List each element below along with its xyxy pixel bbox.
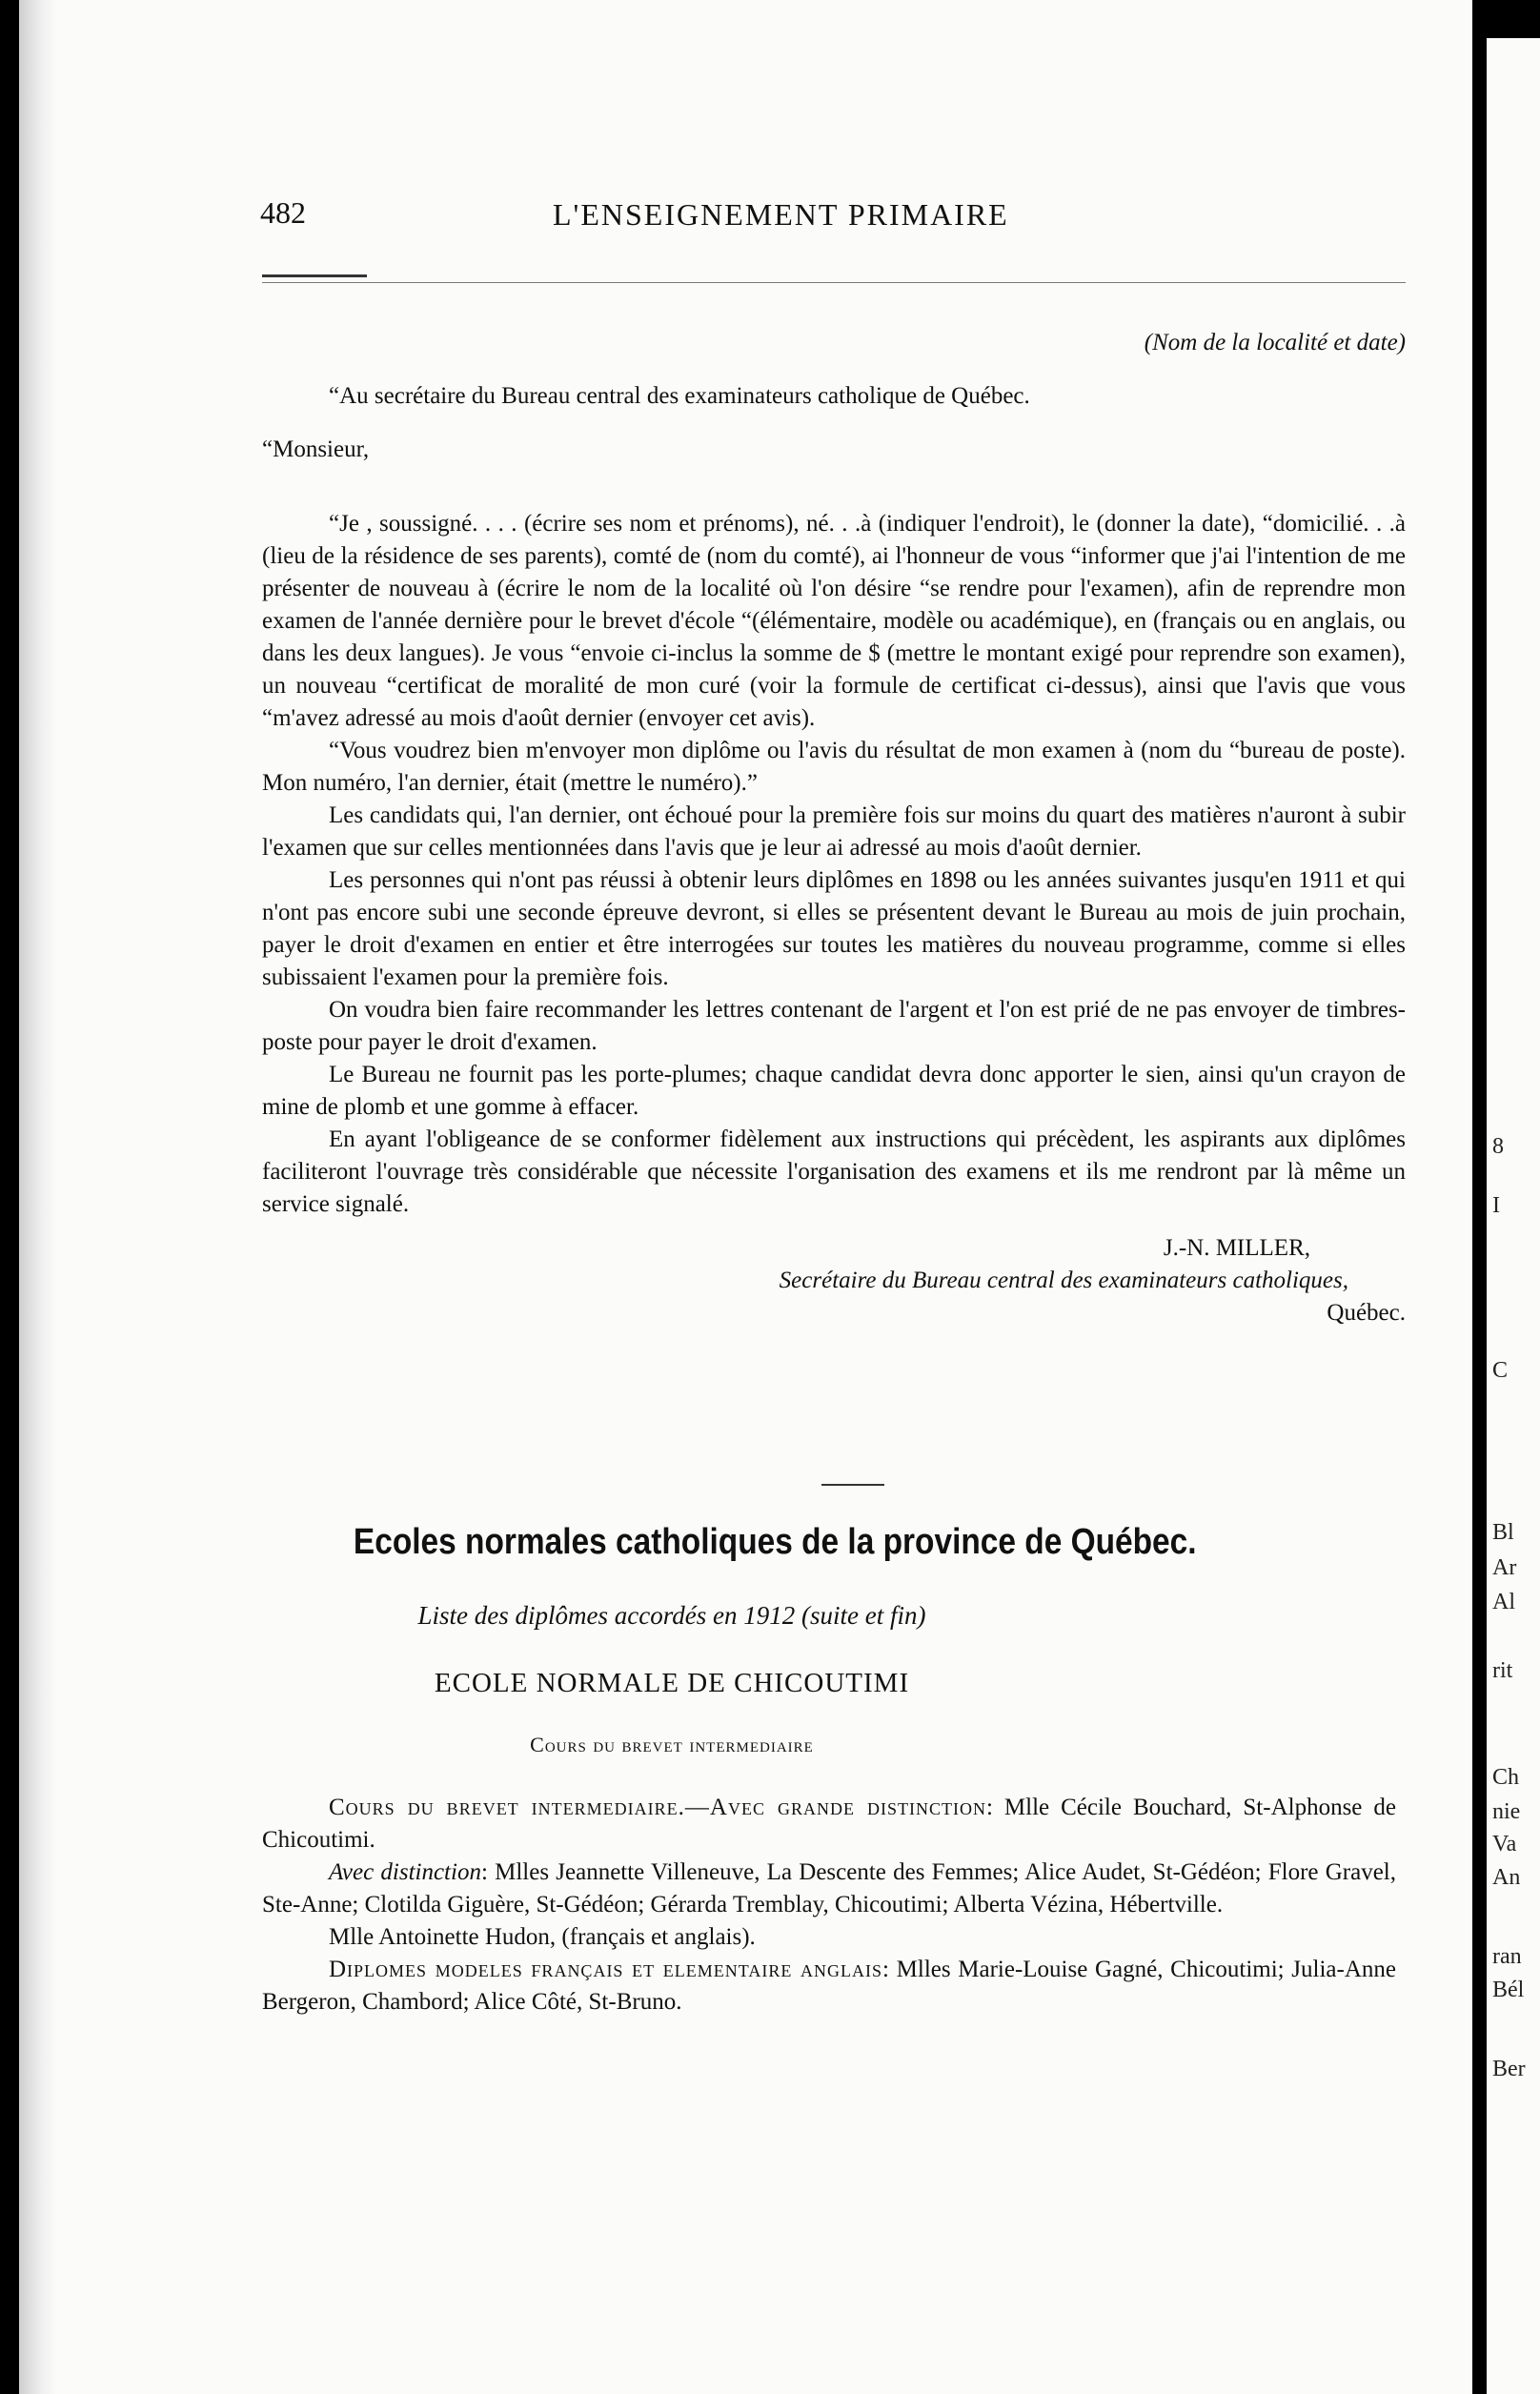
diploma-list [262, 1792, 1396, 2019]
adjacent-fragment: ran [1492, 1944, 1522, 1969]
adjacent-fragment: Va [1492, 1832, 1517, 1856]
list-entry-3: Mlle Antoinette Hudon, (français et anglais). [329, 1924, 756, 1950]
signature-name: J.-N. MILLER, [1163, 1235, 1310, 1261]
letter-recipient: “Au secrétaire du Bureau central des examinateurs catholique de Québec. [329, 383, 1030, 409]
entry-label: Diplomes modeles français et elementaire anglais [329, 1957, 883, 1982]
notice-paragraph-1: Les candidats qui, l'an dernier, ont échoué pour la première fois sur moins du quart des matières n'auront à subir l'examen que sur celles mentionnées dans l'avis que je leur ai adressé au mois d'août dernier. [262, 802, 1406, 861]
letter-salutation: “Monsieur, [262, 436, 370, 462]
adjacent-fragment: Bl [1492, 1520, 1514, 1545]
adjacent-fragment: rit [1492, 1658, 1513, 1683]
letter-paragraph-1: “Je , soussigné. . . . (écrire ses nom et prénoms), né. . .à (indiquer l'endroit), le (donner la date), “domicilié. . .à (lieu de la résidence de ses parents), comté de (nom du comté), ai l'honneur de vous “informer que j'ai l'intention de me présenter de nouveau à (écrire le nom de la localité où l'on désire “se rendre pour l'examen), afin de reprendre mon examen de l'année dernière pour le brevet d'école “(élémentaire, modèle ou académique), en (français ou en anglais, ou dans les deux langues). Je vous “envoie ci-inclus la somme de $ (mettre le montant exigé pour reprendre son examen), un nouveau “certificat de moralité de mon curé (voir la formule de certificat ci-dessus), ainsi que l'avis que vous “m'avez adressé au mois d'août dernier (envoyer cet avis). [262, 511, 1406, 731]
entry-text: : Mlle Cécile Bouchard, St-Alphonse de Chicoutimi. [262, 1795, 1397, 1853]
page-header [19, 195, 1472, 243]
adjacent-fragment: nie [1492, 1799, 1521, 1824]
header-rule-thin [262, 282, 1406, 283]
adjacent-fragment: C [1492, 1358, 1509, 1383]
section-divider [821, 1484, 884, 1486]
signature-title: Secrétaire du Bureau central des examinateurs catholiques, [779, 1268, 1348, 1293]
entry-text: : Mlles Marie-Louise Gagné, Chicoutimi; Julia-Anne Bergeron, Chambord; Alice Côté, St-Bruno. [262, 1957, 1396, 2015]
notice-paragraph-4: Le Bureau ne fournit pas les porte-plumes; chaque candidat devra donc apporter le sien, ainsi qu'un crayon de mine de plomb et une gomme à effacer. [262, 1062, 1406, 1120]
adjacent-fragment: 8 [1492, 1134, 1504, 1159]
running-title: L'ENSEIGNEMENT PRIMAIRE [553, 197, 1009, 232]
entry-label: Cours du brevet intermediaire.—Avec grande distinction [329, 1795, 986, 1820]
letter-block [262, 327, 1406, 1329]
adjacent-fragment: Ch [1492, 1765, 1520, 1790]
adjacent-fragment: Ber [1492, 2057, 1526, 2081]
notice-paragraph-3: On voudra bien faire recommander les lettres contenant de l'argent et l'on est prié de ne pas envoyer de timbres-poste pour payer le droit d'examen. [262, 997, 1406, 1055]
adjacent-fragment: An [1492, 1865, 1521, 1890]
list-entry-1 [262, 1792, 1396, 1856]
section-subtitle: Liste des diplômes accordés en 1912 (suite et fin) [417, 1601, 926, 1630]
place-date: (Nom de la localité et date) [1144, 330, 1406, 355]
header-rule-thick [262, 274, 367, 277]
adjacent-fragment: Ar [1492, 1555, 1517, 1580]
page-number: 482 [260, 195, 306, 230]
notice-paragraph-5: En ayant l'obligeance de se conformer fidèlement aux instructions qui précèdent, les aspirants aux diplômes faciliteront l'ouvrage très considérable que nécessite l'organisation des examens et ils me rendront par là même un service signalé. [262, 1126, 1406, 1217]
adjacent-fragment: Al [1492, 1590, 1515, 1614]
list-entry-2 [262, 1856, 1396, 1921]
adjacent-fragment: I [1492, 1193, 1500, 1218]
list-entry-4 [262, 1954, 1396, 2019]
entry-text: : Mlles Jeannette Villeneuve, La Descente des Femmes; Alice Audet, St-Gédéon; Flore Gravel, Ste-Anne; Clotilda Giguère, St-Gédéon; Gérarda Tremblay, Chicoutimi; Alberta Vézina, Hébertville. [262, 1859, 1396, 1917]
scanned-page [19, 0, 1472, 2394]
notice-paragraph-2: Les personnes qui n'ont pas réussi à obtenir leurs diplômes en 1898 ou les années suivantes jusqu'en 1911 et qui n'ont pas encore subi une seconde épreuve devront, si elles se présentent devant le Bureau au mois de juin prochain, payer le droit d'examen en entier et être interrogées sur toutes les matières du nouveau programme, comme si elles subissaient l'examen pour la première fois. [262, 867, 1406, 990]
school-name: ECOLE NORMALE DE CHICOUTIMI [434, 1668, 910, 1698]
section-heading: Ecoles normales catholiques de la province de Québec. [353, 1522, 1197, 1562]
adjacent-fragment: Bél [1492, 1978, 1525, 2002]
adjacent-page-edge [1487, 38, 1540, 2394]
letter-paragraph-2: “Vous voudrez bien m'envoyer mon diplôme ou l'avis du résultat de mon examen à (nom du “bureau de poste). Mon numéro, l'an dernier, était (mettre le numéro).” [262, 738, 1406, 796]
entry-label: Avec distinction [329, 1859, 481, 1885]
signature-place: Québec. [1327, 1300, 1406, 1326]
course-heading: Cours du brevet intermediaire [530, 1733, 814, 1756]
